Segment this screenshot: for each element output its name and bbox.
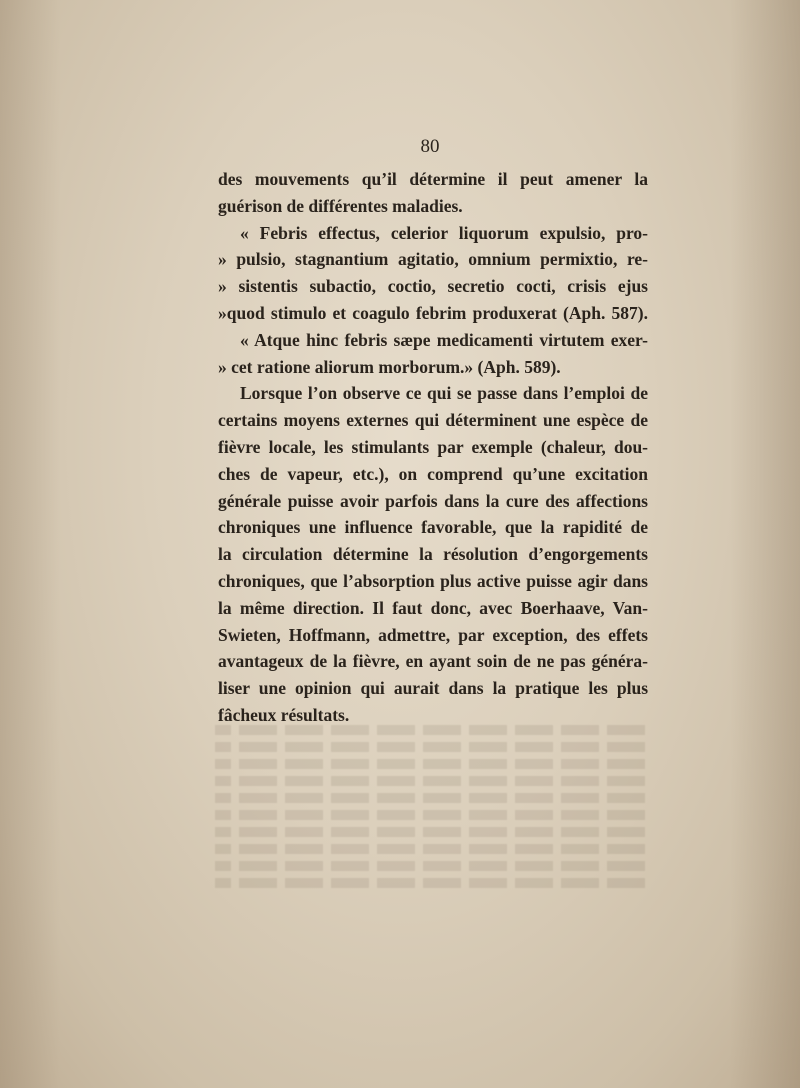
show-through-text (215, 725, 645, 905)
page-number: 80 (420, 136, 440, 157)
text-line: avantageux de la fièvre, en ayant soin de ne pas généra- (218, 651, 648, 672)
text-line: guérison de différentes maladies. (218, 195, 463, 216)
text-line: Swieten, Hoffmann, admettre, par exception, des effets (218, 624, 648, 645)
text-line: chroniques, que l’absorption plus active puisse agir dans (218, 570, 648, 591)
text-line: des mouvements qu’il détermine il peut amener la (218, 169, 648, 189)
text-line: » cet ratione aliorum morborum.» (Aph. 589). (218, 356, 561, 377)
text-line: générale puisse avoir parfois dans la cure des affections (218, 490, 648, 511)
text-line: « Atque hinc febris sæpe medicamenti virtutem exer- (240, 329, 648, 350)
text-line: la même direction. Il faut donc, avec Boerhaave, Van- (218, 597, 648, 618)
text-line: Lorsque l’on observe ce qui se passe dans l’emploi de (240, 383, 648, 404)
text-line: ches de vapeur, etc.), on comprend qu’une excitation (218, 463, 648, 484)
text-line: « Febris effectus, celerior liquorum expulsio, pro- (240, 222, 648, 243)
body-text (218, 166, 648, 729)
text-line: »quod stimulo et coagulo febrim produxerat (Aph. 587). (218, 302, 648, 323)
text-line: fâcheux résultats. (218, 704, 350, 725)
text-line: » sistentis subactio, coctio, secretio cocti, crisis ejus (218, 276, 648, 297)
text-line: certains moyens externes qui déterminent une espèce de (218, 410, 648, 431)
text-line: liser une opinion qui aurait dans la pratique les plus (218, 678, 648, 699)
text-line: » pulsio, stagnantium agitatio, omnium permixtio, re- (218, 249, 648, 270)
text-line: fièvre locale, les stimulants par exemple (chaleur, dou- (218, 436, 648, 457)
text-line: la circulation détermine la résolution d’engorgements (218, 544, 648, 565)
text-line: chroniques une influence favorable, que la rapidité de (218, 517, 648, 538)
